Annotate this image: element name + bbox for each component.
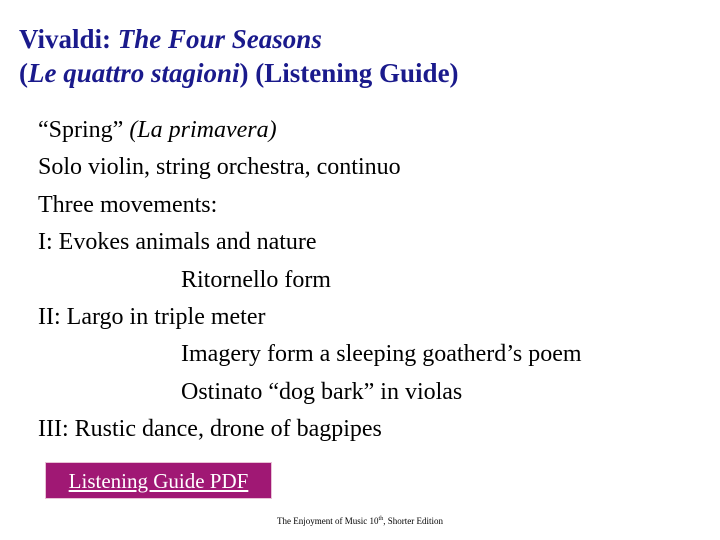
heading-spring: “Spring” [38, 117, 130, 143]
movement-2-imagery: Imagery form a sleeping goatherd’s poem [181, 341, 582, 368]
body-heading [38, 112, 582, 149]
heading-primavera: (La primavera) [129, 117, 277, 143]
footer-prefix: The Enjoyment of Music 10 [277, 516, 379, 526]
movement-1-line: I: Evokes animals and nature [38, 229, 317, 256]
footer-suffix: , Shorter Edition [383, 516, 443, 526]
movements-line: Three movements: [38, 191, 218, 218]
movement-2-line: II: Largo in triple meter [38, 303, 266, 330]
footer-superscript: th [378, 516, 384, 522]
slide-title [19, 22, 459, 90]
title-paren-open: ( [19, 58, 28, 88]
footer-credit [0, 516, 720, 526]
listening-guide-pdf-link[interactable]: Listening Guide PDF [45, 462, 272, 499]
title-line-1 [19, 22, 459, 56]
instrumentation-line: Solo violin, string orchestra, continuo [38, 154, 401, 181]
title-guide-label: ) (Listening Guide) [239, 58, 459, 88]
movement-3-line: III: Rustic dance, drone of bagpipes [38, 416, 382, 443]
title-composer: Vivaldi: [19, 24, 118, 54]
title-work: The Four Seasons [117, 24, 322, 54]
title-italian-name: Le quattro stagioni [28, 58, 240, 88]
slide-body [38, 112, 582, 449]
movement-2-ostinato: Ostinato “dog bark” in violas [181, 378, 463, 405]
title-line-2 [19, 56, 459, 90]
movement-1-form: Ritornello form [181, 266, 331, 293]
